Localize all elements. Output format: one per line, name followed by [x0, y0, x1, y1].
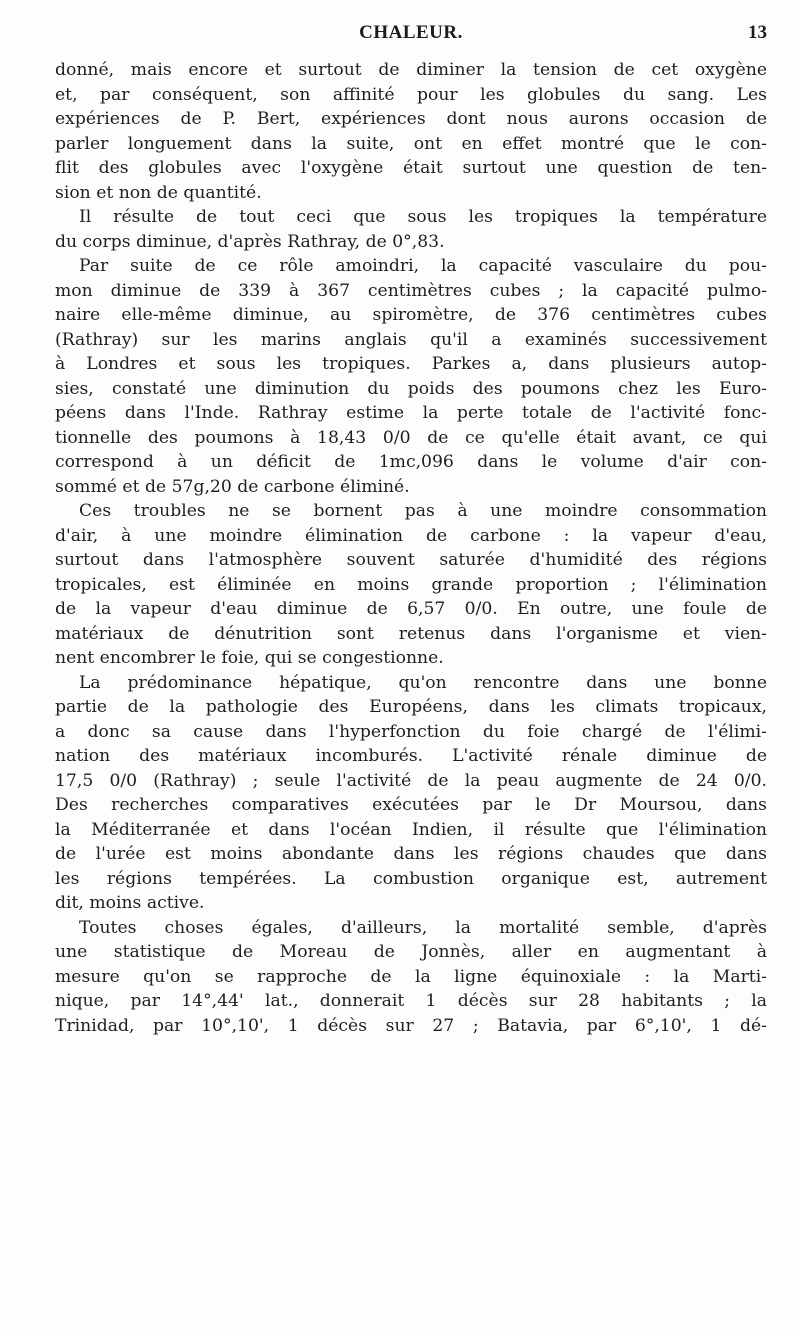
- text-line: matériaux de dénutrition sont retenus dans l'organisme et vien-: [55, 623, 767, 644]
- text-line: tropicales, est éliminée en moins grande proportion ; l'élimination: [55, 574, 767, 595]
- page-header: [55, 22, 767, 48]
- text-line: (Rathray) sur les marins anglais qu'il a examinés successivement: [55, 329, 767, 350]
- text-line: correspond à un déficit de 1mc,096 dans le volume d'air con-: [55, 452, 767, 472]
- text-line: nation des matériaux incomburés. L'activité rénale diminue de: [55, 746, 767, 766]
- page-number: 13: [748, 22, 767, 43]
- text-line: Toutes choses égales, d'ailleurs, la mortalité semble, d'après: [79, 917, 767, 938]
- text-line: nent encombrer le foie, qui se congestionne.: [55, 648, 444, 668]
- text-line: 17,5 0/0 (Rathray) ; seule l'activité de la peau augmente de 24 0/0.: [55, 770, 767, 791]
- text-line: tionnelle des poumons à 18,43 0/0 de ce qu'elle était avant, ce qui: [55, 427, 767, 448]
- text-line: une statistique de Moreau de Jonnès, aller en augmentant à: [55, 942, 767, 962]
- text-line: expériences de P. Bert, expériences dont nous aurons occasion de: [55, 109, 767, 129]
- text-line: a donc sa cause dans l'hyperfonction du foie chargé de l'élimi-: [55, 721, 767, 742]
- text-line: la Méditerranée et dans l'océan Indien, il résulte que l'élimination: [55, 819, 767, 840]
- text-line: sommé et de 57g,20 de carbone éliminé.: [55, 476, 410, 497]
- text-line: à Londres et sous les tropiques. Parkes a, dans plusieurs autop-: [55, 354, 767, 374]
- text-line: surtout dans l'atmosphère souvent saturée d'humidité des régions: [55, 550, 767, 570]
- text-line: dit, moins active.: [55, 893, 205, 913]
- text-line: de la vapeur d'eau diminue de 6,57 0/0. En outre, une foule de: [55, 599, 767, 619]
- text-line: Ces troubles ne se bornent pas à une moindre consommation: [79, 501, 767, 521]
- text-line: les régions tempérées. La combustion organique est, autrement: [55, 868, 767, 889]
- text-line: d'air, à une moindre élimination de carbone : la vapeur d'eau,: [55, 525, 767, 546]
- text-line: et, par conséquent, son affinité pour les globules du sang. Les: [55, 84, 767, 105]
- text-line: Il résulte de tout ceci que sous les tropiques la température: [79, 207, 767, 227]
- text-line: Des recherches comparatives exécutées par le Dr Moursou, dans: [55, 795, 767, 815]
- body-text: [55, 58, 767, 1038]
- text-line: nique, par 14°,44' lat., donnerait 1 décès sur 28 habitants ; la: [55, 991, 767, 1011]
- text-line: Trinidad, par 10°,10', 1 décès sur 27 ; Batavia, par 6°,10', 1 dé-: [55, 1015, 767, 1036]
- text-line: flit des globules avec l'oxygène était surtout une question de ten-: [55, 158, 767, 178]
- text-line: La prédominance hépatique, qu'on rencontre dans une bonne: [79, 672, 767, 693]
- running-title: CHALEUR.: [359, 22, 463, 43]
- text-line: parler longuement dans la suite, ont en effet montré que le con-: [55, 133, 767, 154]
- text-line: sion et non de quantité.: [55, 182, 262, 203]
- text-line: péens dans l'Inde. Rathray estime la perte totale de l'activité fonc-: [55, 403, 767, 423]
- text-line: de l'urée est moins abondante dans les régions chaudes que dans: [55, 844, 767, 864]
- text-line: mon diminue de 339 à 367 centimètres cubes ; la capacité pulmo-: [55, 280, 767, 301]
- text-line: naire elle-même diminue, au spiromètre, de 376 centimètres cubes: [55, 305, 767, 325]
- text-line: partie de la pathologie des Européens, dans les climats tropicaux,: [55, 697, 767, 717]
- text-line: sies, constaté une diminution du poids des poumons chez les Euro-: [55, 378, 767, 399]
- text-line: donné, mais encore et surtout de diminer la tension de cet oxygène: [55, 60, 767, 80]
- text-line: du corps diminue, d'après Rathray, de 0°,83.: [55, 231, 445, 252]
- text-line: Par suite de ce rôle amoindri, la capacité vasculaire du pou-: [79, 256, 767, 276]
- text-line: mesure qu'on se rapproche de la ligne équinoxiale : la Marti-: [55, 966, 767, 987]
